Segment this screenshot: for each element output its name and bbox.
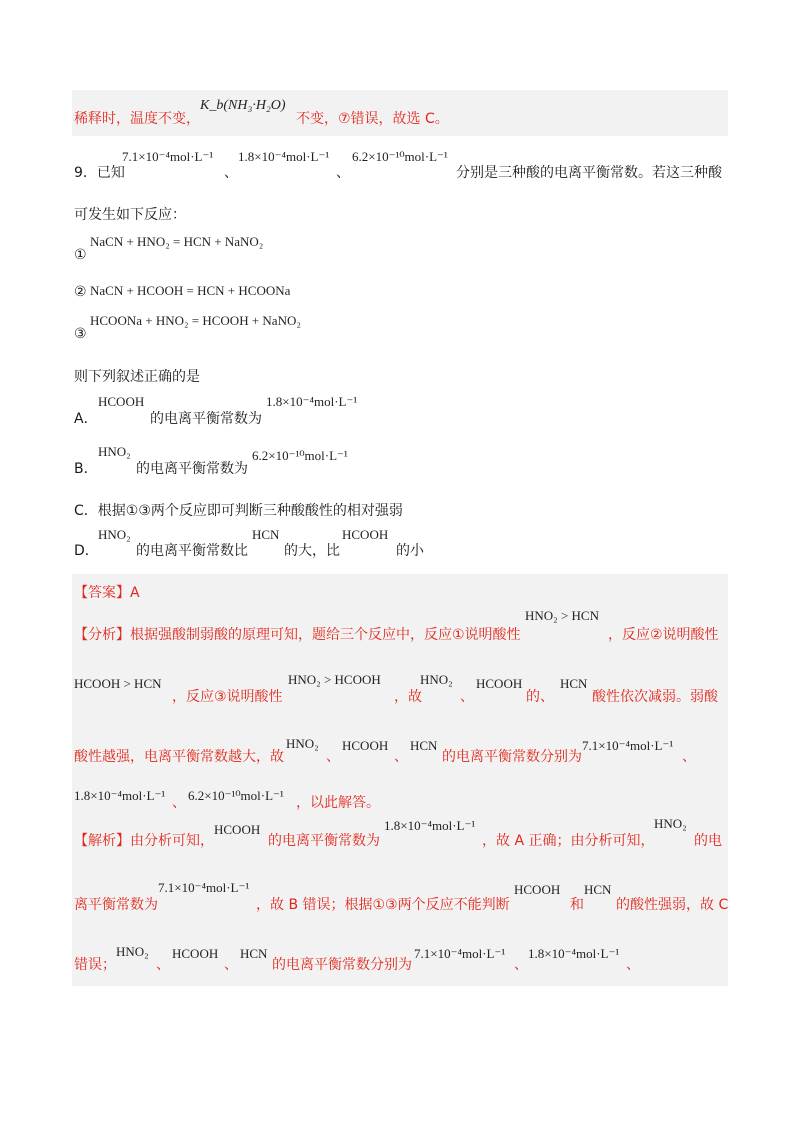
solution-formula: 7.1×10⁻⁴mol·L⁻¹ [158,880,250,895]
analysis-formula: HNO₂ [420,672,453,687]
solution-formula: HCN [584,882,612,897]
constant-3: 6.2×10⁻¹⁰mol·L⁻¹ [352,149,448,164]
analysis-text: 酸性越强，电离平衡常数越大，故 [74,749,284,765]
reaction-1: NaCN + HNO₂ = HCN + NaNO₂ [90,234,264,249]
solution-text: 离平衡常数为 [74,897,158,913]
solution-text: 错误； [74,957,116,973]
solution-formula: HCOOH [514,882,561,897]
prev-kb-formula: K_b(NH₃·H₂O) [200,98,286,113]
analysis-text: ，反应③说明酸性 [172,689,283,705]
question-line-2: 可发生如下反应： [74,207,186,223]
question-number: 9．已知 [74,165,125,181]
analysis-text: ，以此解答。 [296,795,380,811]
option-d-text-2: 的大，比 [284,543,340,559]
analysis-text: 酸性依次减弱。弱酸 [592,689,718,705]
option-d-text-1: 的电离平衡常数比 [136,543,248,559]
analysis-formula: 7.1×10⁻⁴mol·L⁻¹ [582,738,674,753]
question-tail: 分别是三种酸的电离平衡常数。若这三种酸 [456,165,722,181]
option-d-label: D． [74,543,99,559]
analysis-text: 、 [172,795,186,811]
reaction-1-marker: ① [74,247,87,263]
solution-formula: 1.8×10⁻⁴mol·L⁻¹ [528,946,620,961]
analysis-text: 的、 [526,689,554,705]
solution-text: 的酸性强弱，故 C [616,897,729,913]
analysis-formula: HNO₂ > HCOOH [288,672,381,687]
analysis-formula: 1.8×10⁻⁴mol·L⁻¹ [74,788,166,803]
solution-text: 、 [514,957,528,973]
solution-formula: HCOOH [214,822,261,837]
analysis-formula: 6.2×10⁻¹⁰mol·L⁻¹ [188,788,284,803]
option-c-text: C．根据①③两个反应即可判断三种酸酸性的相对强弱 [74,503,403,519]
constant-2: 1.8×10⁻⁴mol·L⁻¹ [238,149,330,164]
analysis-text: 、 [460,689,474,705]
option-d-formula-3: HCOOH [342,527,389,542]
solution-text: 、 [224,957,238,973]
prev-text-b: 不变，⑦错误，故选 C。 [296,111,449,127]
analysis-formula: HCOOH [342,738,389,753]
analysis-formula: HCN [410,738,438,753]
solution-formula: HNO₂ [116,944,149,959]
analysis-text: ，反应②说明酸性 [608,627,719,643]
analysis-line-1: 【分析】根据强酸制弱酸的原理可知，题给三个反应中，反应①说明酸性 [74,627,521,643]
solution-formula: HNO₂ [654,816,687,831]
prev-text-a: 稀释时，温度不变， [74,111,200,127]
option-d-text-3: 的小 [396,543,424,559]
analysis-formula: HCOOH [476,676,523,691]
option-a-value: 1.8×10⁻⁴mol·L⁻¹ [266,394,358,409]
option-a-label: A． [74,411,98,427]
reaction-2-marker: ② [74,284,87,300]
solution-formula: 1.8×10⁻⁴mol·L⁻¹ [384,818,476,833]
reaction-2: NaCN + HCOOH = HCN + HCOONa [90,283,291,298]
solution-formula: HCOOH [172,946,219,961]
solution-formula: 7.1×10⁻⁴mol·L⁻¹ [414,946,506,961]
option-d-formula-1: HNO₂ [98,527,131,542]
solution-text: 的电离平衡常数为 [268,833,380,849]
analysis-text: 的电离平衡常数分别为 [442,749,582,765]
analysis-text: ，故 [394,689,422,705]
solution-formula: HCN [240,946,268,961]
separator: 、 [224,165,238,181]
option-a-text: 的电离平衡常数为 [150,411,262,427]
option-d-formula-2: HCN [252,527,280,542]
solution-text: 、 [156,957,170,973]
reaction-3: HCOONa + HNO₂ = HCOOH + NaNO₂ [90,313,301,328]
analysis-text: 、 [326,749,340,765]
solution-text: 和 [570,897,584,913]
solution-text: 的电离平衡常数分别为 [272,957,412,973]
option-b-formula: HNO₂ [98,444,131,459]
reaction-3-marker: ③ [74,326,87,342]
solution-text: ，故 A 正确；由分析可知， [482,833,655,849]
solution-text: 、 [626,957,640,973]
analysis-text: 、 [394,749,408,765]
question-stem: 则下列叙述正确的是 [74,369,200,385]
answer-label: 【答案】A [74,585,140,601]
solution-text: ，故 B 错误；根据①③两个反应不能判断 [256,897,510,913]
analysis-formula: HNO₂ > HCN [525,608,599,623]
analysis-text: 、 [682,749,696,765]
option-b-text: 的电离平衡常数为 [136,461,248,477]
option-b-value: 6.2×10⁻¹⁰mol·L⁻¹ [252,448,348,463]
analysis-formula: HCN [560,676,588,691]
analysis-formula: HNO₂ [286,736,319,751]
constant-1: 7.1×10⁻⁴mol·L⁻¹ [122,149,214,164]
option-b-label: B． [74,461,98,477]
solution-text: 【解析】由分析可知， [74,833,214,849]
option-a-formula: HCOOH [98,394,145,409]
separator: 、 [336,165,350,181]
solution-text: 的电 [694,833,722,849]
analysis-formula: HCOOH > HCN [74,676,162,691]
